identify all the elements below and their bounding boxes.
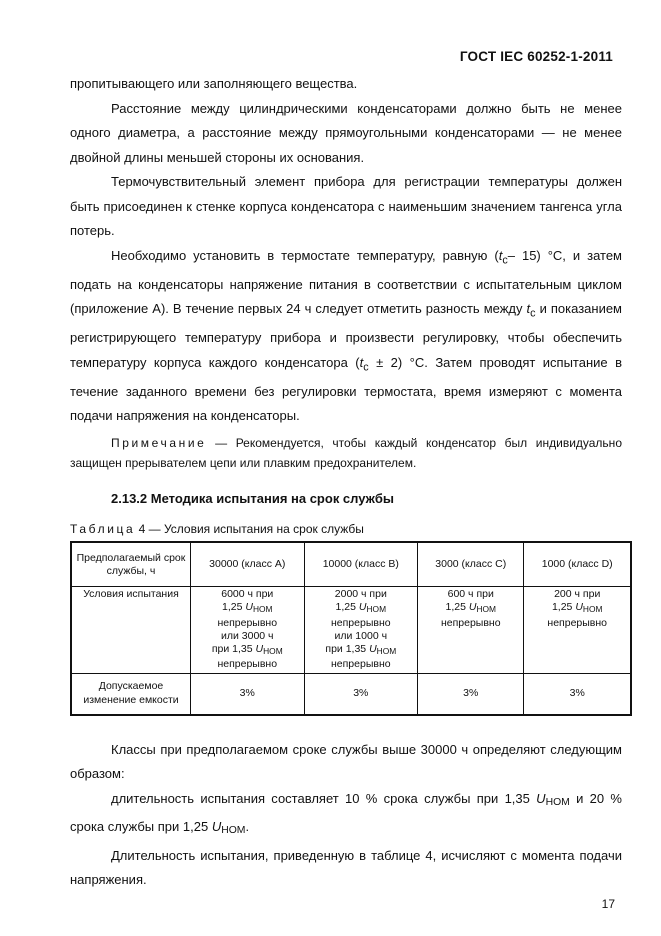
- header-class-d: 1000 (класс D): [524, 542, 631, 587]
- document-body: [70, 72, 622, 893]
- p4-part-d: ± 2) °С. Затем проводят испытание в течение заданного времени без регулировки термостата, время измеряют с момента подачи напряжения на конденсаторы.: [70, 354, 622, 424]
- table-caption-text: 4 — Условия испытания на срок службы: [135, 522, 364, 537]
- tc-symbol: t: [526, 301, 531, 317]
- conditions-class-b: 2000 ч при 1,25 $U_{НОМ}$ непрерывно или 1000 ч при 1,35 $U_{НОМ}$ непрерывно: [304, 587, 418, 673]
- table-row-conditions: [71, 587, 631, 673]
- note-label: Примечание: [111, 435, 207, 450]
- paragraph-temperature: [70, 244, 622, 429]
- capacitance-class-c: 3%: [418, 673, 524, 715]
- paragraph-continuation: пропитывающего или заполняющего вещества.: [70, 76, 358, 91]
- table-row-capacitance: [71, 673, 631, 715]
- page-number: 17: [601, 897, 615, 911]
- note: [70, 433, 622, 473]
- capacitance-class-b: 3%: [304, 673, 418, 715]
- capacitance-label-cell: Допускаемое изменение емкости: [71, 673, 191, 715]
- header-class-b: 10000 (класс В): [304, 542, 418, 587]
- paragraph-sensor: Термочувствительный элемент прибора для регистрации температуры должен быть присоединен к стенке корпуса конденсатора с наименьшим значением тангенса угла потерь.: [70, 174, 622, 238]
- tc-subscript: c: [363, 361, 369, 374]
- paragraph-distance: Расстояние между цилиндрическими конденсаторами должно быть не менее одного диаметра, а расстояние между прямоугольными конденсаторами — не менее двойной длины меньшей стороны их основания.: [70, 100, 622, 165]
- paragraph-classes: Классы при предполагаемом сроке службы выше 30000 ч определяют следующим образом:: [70, 741, 622, 781]
- paragraph-duration: длительность испытания составляет 10 % срока службы при 1,35 $U_{НОМ}$ и 20 % срока службы при 1,25 $U_{НОМ}$.: [70, 790, 622, 836]
- p4-part-a: Необходимо установить в термостате температуру, равную (: [111, 247, 499, 263]
- table-caption-label: Таблица: [70, 522, 136, 537]
- conditions-class-c: 600 ч при 1,25 $U_{НОМ}$ непрерывно: [418, 587, 524, 673]
- standard-header: ГОСТ IEC 60252-1-2011: [459, 49, 613, 64]
- conditions-label-cell: Условия испытания: [71, 587, 191, 673]
- tc-subscript: c: [502, 254, 508, 267]
- table-header-row: [71, 542, 631, 587]
- p4-part-c: и показанием регистрирующего температуру прибора и произвести регулировку, чтобы обеспечить температуру корпуса каждого конденсатора (: [70, 301, 622, 370]
- capacitance-class-d: 3%: [524, 673, 631, 715]
- header-label-cell: Предполагаемый срок службы, ч: [71, 542, 191, 587]
- conditions-class-d: 200 ч при 1,25 $U_{НОМ}$ непрерывно: [524, 587, 631, 673]
- header-class-c: 3000 (класс С): [418, 542, 524, 587]
- life-test-table: [70, 541, 632, 715]
- table-caption: [70, 521, 622, 537]
- header-class-a: 30000 (класс А): [191, 542, 305, 587]
- paragraph-start: Длительность испытания, приведенную в таблице 4, исчисляют с момента подачи напряжения.: [70, 847, 622, 887]
- conditions-class-a: 6000 ч при 1,25 $U_{НОМ}$ непрерывно или 3000 ч при 1,35 $U_{НОМ}$ непрерывно: [191, 587, 305, 673]
- capacitance-class-a: 3%: [191, 673, 305, 715]
- subsection-title: 2.13.2 Методика испытания на срок службы: [111, 490, 394, 506]
- note-text: — Рекомендуется, чтобы каждый конденсатор был индивидуально защищен прерывателем цепи или плавким предохранителем.: [70, 435, 622, 470]
- tc-symbol: t: [498, 247, 503, 263]
- p4-part-b: – 15) °С, и затем подать на конденсаторы напряжение питания в соответствии с испытательным циклом (приложение А). В течение первых 24 ч следует отметить разность между: [70, 247, 622, 317]
- tc-symbol: t: [359, 354, 364, 370]
- tc-subscript: c: [530, 307, 536, 320]
